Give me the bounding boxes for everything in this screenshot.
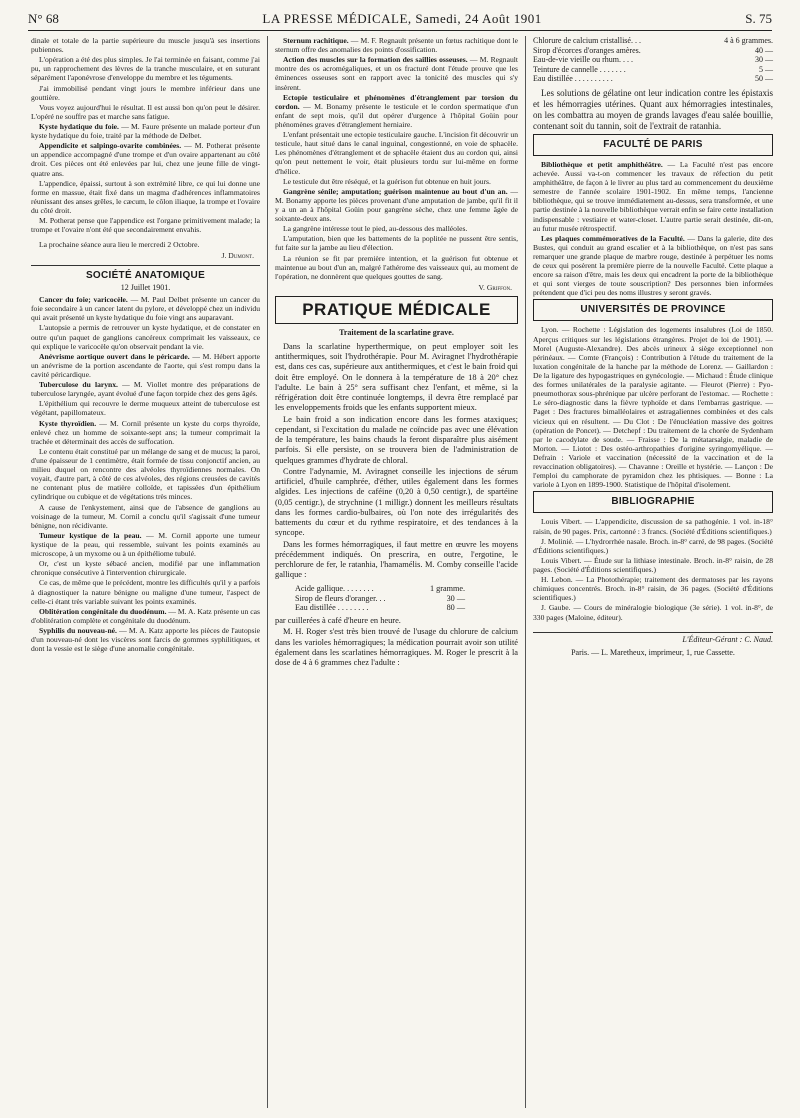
article-item <box>275 36 518 54</box>
column-2 <box>268 36 526 1108</box>
ingredient: Eau-de-vie vieille ou rhum. . . . <box>533 55 633 65</box>
recipe-row <box>533 65 773 75</box>
formula-row <box>295 594 465 604</box>
paragraph: L'appendice, épaissi, surtout à son extrémité libre, ce qui lui donne une forme en massue, était fixé dans un magma d'adhérences inflammatoires réunissant des anses grêles, le cæcum, le côlon iliaque, la trompe et l'ovaire du côté droit. <box>31 178 260 215</box>
article-text: — M. Bonamy apporte les pièces provenant d'une amputation de jambe, qu'il fit il y a un an à l'hôpital Goüin pour gangrène sèche, chez une femme âgée de soixante-deux ans. <box>275 186 518 224</box>
article-item <box>275 187 518 223</box>
paragraph: M. H. Roger s'est très bien trouvé de l'usage du chlorure de calcium dans les varioles hémorragiques; la médication pourrait avoir son utilité également dans les scarlatines hémorragiques. M. Roger le prescrit à la dose de 4 à 6 grammes chez l'adulte : <box>275 627 518 668</box>
biblio-entry: Louis Vibert. — Étude sur la lithiase intestinale. Broch. in-8° raisin, de 28 pages. (Société d'Éditions scientifiques.) <box>533 555 773 574</box>
quantity: 4 à 6 grammes. <box>724 36 773 45</box>
page-number: S. 75 <box>745 11 772 27</box>
ingredient: Sirop de fleurs d'oranger. . . <box>295 593 386 603</box>
pratique-title-box <box>275 296 518 324</box>
section-title: BIBLIOGRAPHIE <box>611 496 695 508</box>
formula-row <box>295 584 465 594</box>
printer-line: Paris. — L. Maretheux, imprimeur, 1, rue Cassette. <box>571 648 735 658</box>
prescription-formula <box>295 584 518 614</box>
article-text: — M. Paul Delbet présente un cancer du foie secondaire à un cancer latent du pylore, et développé chez un individu qui avait présenté un kyste hydatique du foie vingt ans auparavant. <box>31 295 260 323</box>
pratique-article <box>275 328 518 668</box>
article-heading: Bibliothèque et petit amphithéâtre. <box>541 159 663 169</box>
article-item <box>275 254 518 281</box>
quantity: 30 — <box>446 593 465 603</box>
article-text: — M. Cornil présente un kyste du corps thyroïde, enlevé chez un homme de soixante-sept ans; la tumeur comprimait la trachée et déterminait des accès de suffocation. <box>31 418 260 446</box>
recipe-commentary <box>533 88 773 132</box>
article-item <box>533 234 773 298</box>
societe-items-continued <box>275 36 518 281</box>
article-text: Ce cas, de même que le précédent, montre les difficultés qu'il y a parfois à diagnostiquer la nature bénigne ou maligne d'une tumeur, l'aspect de celle-ci étant très variable suivant les points examinés. <box>31 578 260 606</box>
article-item <box>31 626 260 653</box>
article-item <box>31 419 260 446</box>
article-heading: Sternum rachitique. <box>283 36 349 45</box>
paragraph: J'ai immobilisé pendant vingt jours le membre inférieur dans une gouttière. <box>31 83 260 102</box>
journal-title: LA PRESSE MÉDICALE, Samedi, 24 Août 1901 <box>262 11 542 27</box>
biblio-title-box <box>533 491 773 513</box>
recipe-row <box>533 46 773 56</box>
section-title: PRATIQUE MÉDICALE <box>302 299 491 319</box>
faculte-title-box <box>533 134 773 156</box>
columns <box>24 36 780 1108</box>
article-text: L'amputation, bien que les battements de la poplitée ne pussent être sentis, fut faite sur la jambe au lieu d'élection. <box>275 234 518 253</box>
article-text: Le testicule dut être réséqué, et la guérison fut obtenue en huit jours. <box>283 176 491 186</box>
biblio-entry: J. Gaube. — Cours de minéralogie biologique (3e série). 1 vol. in-8°, de 330 pages (Maloine, éditeur). <box>533 603 773 622</box>
quantity: 80 — <box>446 603 465 613</box>
article-heading: Cancer du foie; varicocèle. <box>39 295 128 305</box>
article-item <box>31 559 260 577</box>
paragraph: M. Potherat pense que l'appendice est l'organe primitivement malade; la trompe et l'ovaire n'ont été que secondairement envahis. <box>31 216 260 235</box>
article-text: — M. Cornil apporte une tumeur kystique de la peau, qui ressemble, suivant les points examinés au microscope, à un myxome ou à un épithéliome tubulé. <box>31 530 261 559</box>
article-text: — M. Bonamy présente le testicule et le cordon spermatique d'un enfant de sept mois, qu'il dut opérer d'urgence à l'hôpital Goüin pour phénomènes graves d'étranglement herniaire. <box>275 101 518 129</box>
formula-row <box>295 603 465 613</box>
article-heading: Oblitération congénitale du duodénum. <box>39 606 167 616</box>
article-heading: Ectopie testiculaire et phénomènes d'étranglement par torsion du cordon. <box>275 92 518 111</box>
article-heading: Kyste thyroïdien. <box>39 418 97 428</box>
universites-title-box <box>533 299 773 321</box>
article-text: Or, c'est un kyste sébacé ancien, modifié par une inflammation chronique consécutive à l'intervention chirurgicale. <box>31 559 260 578</box>
issue-number: N° 68 <box>28 11 59 27</box>
editor-signature: L'Éditeur-Gérant : C. Naud. <box>533 632 773 645</box>
article-heading: Les plaques commémoratives de la Faculté. <box>541 233 685 243</box>
ingredient: Eau distillée . . . . . . . . <box>295 603 369 613</box>
article-item <box>275 177 518 186</box>
article-item <box>31 578 260 605</box>
quantity: 40 — <box>755 45 773 55</box>
paragraph: Dans la scarlatine hyperthermique, on peut employer soit les antithermiques, soit l'hydrothérapie. Pour M. Aviragnet l'hydrothérapie est, dans ces cas, supérieure aux antithermiques, et c'est le bain froid qui doit être employé. On le donnera à la température de 18 à 20° chez l'adulte. Le bain à 25° sera suffisant chez l'enfant, et même, si la réfrigération doit être continuée longtemps, il devra être remplacé par les enveloppements froids que les enfants supportent mieux. <box>275 341 518 413</box>
article-heading: Gangrène sénile; amputation; guérison maintenue au bout d'un an. <box>283 186 508 196</box>
societe-items <box>31 295 260 653</box>
column-1 <box>24 36 268 1108</box>
formula-note: par cuillerées à café d'heure en heure. <box>275 616 401 626</box>
column-3 <box>526 36 780 1108</box>
paragraph: Les solutions de gélatine ont leur indication contre les épistaxis et les hémorragies utérines. Quant aux hémorragies intestinales, on les combattra au moyen de grands lavages d'eau salée bouillie, contenant soit du tannin, soit de l'extrait de ratanhia. <box>533 87 773 131</box>
article-text: La réunion se fit par première intention, et la guérison fut obtenue et maintenue au bout d'un an, malgré l'athérome des vaisseaux qui, au moment de l'opération, ne donnèrent que quelques gouttes de sang. <box>275 253 518 281</box>
ingredient: Sirop d'écorces d'oranges amères. <box>533 45 641 55</box>
article-text: Le contenu était constitué par un mélange de sang et de mucus; la paroi, d'une épaisseur de 1 centimètre, était formée de tissu conjonctif ancien, au milieu duquel on rencontre des alvéoles thyroïdiennes normales. On voyait, d'autre part, à côté de ces alvéoles, des régions creusées de cavités ne contenant plus de matière colloïde, et tapissées d'un épithélium cylindrique ou cubique et de végétations très minces. <box>31 446 260 502</box>
universites-text: Lyon. — Rochette : Législation des logements insalubres (Loi de 1850. Aperçus critiques sur les législations étrangères. Projet de loi de 1901). — Morel (Auguste-Alexandre). Des abcès urineux à siège exceptionnel non périnéaux. — Comte (François) : Contribution à l'étude du traitement de la luxation congénitale de la hanche par la méthode de Lorenz. — Gaillardon : De la ligature des hypogastriques en gynécologie. — Michaud : Étude clinique des formes unilatérales de la paralysie agitante. — Fleurot (Pierre) : Pyo-pneumothorax sous-phrénique par ulcère perforant de l'estomac. — Rochette : Le séro-diagnostic dans la fièvre typhoïde et dans l'embarras gastrique. — Paget : Des fractures bimalléolaires et astragaliennes combinées et des cals vicieux qui en résultent. — Du Clot : De l'énucléation massive des goitres (opération de Poncet). — Detchepf : Du traitement de la chorée de Sydenham par le cacodylate de soude. — Fraisse : De la métatarsalgie, maladie de Morton. — Liotot : Des ostéo-arthropathies d'origine syringomyélique. — Defrain : Variole et vaccination (nécessité de la vaccination et de la revaccination obligatoires). — Chavanne : Oreille et hystérie. — Lançon : De l'emploi du camphorate de pyramidon chez les phtisiques. — Bonne : La variole à Lyon en 1899-1900. Statistique de l'hôpital d'isolement. <box>533 325 773 490</box>
article-item <box>31 399 260 417</box>
article-text: — M. A. Katz apporte les pièces de l'autopsie d'un nouveau-né dont les viscères sont farcis de gommes syphilitiques, et dont la vessie est le siège d'une anomalie congénitale. <box>31 625 260 654</box>
recipe-row <box>533 74 773 84</box>
ingredient: Eau distillée . . . . . . . . . . <box>533 74 613 84</box>
article-item <box>275 93 518 129</box>
section-date: 12 Juillet 1901. <box>120 282 171 292</box>
next-session-note: La prochaine séance aura lieu le mercredi 2 Octobre. <box>39 240 200 250</box>
article-item <box>31 295 260 322</box>
section-title: FACULTÉ DE PARIS <box>603 138 703 150</box>
article-text: — M. Potherat présente un appendice accompagné d'une trompe et d'un ovaire appartenant au côté droit. Ces pièces ont été enlevées par lui, chez une jeune fille de vingt-quatre ans. <box>31 141 260 178</box>
article-text: — M. F. Regnault présente un fœtus rachitique dont le sternum offre des anomalies des points d'ossification. <box>275 36 519 55</box>
article-heading: Tumeur kystique de la peau. <box>39 530 142 540</box>
article-text: — La Faculté n'est pas encore achevée. Aussi va-t-on commencer les travaux de réfection du petit amphithéâtre, de façon à le livrer au plus tard au commencement du deuxième semestre de l'année scolaire 1901-1902. En même temps, l'ancienne bibliothèque, qui se trouve immédiatement au-dessus, sera transformée, et une partie destinée à la nouvelle bibliothèque verrait enfin se faire cette installation indispensable : vestiaire et water-closet. L'autre partie serait destinée, dit-on, au futur musée rétrospectif. <box>533 159 773 233</box>
recipe-table <box>533 36 773 84</box>
article-text: — M. Faure présente un malade porteur d'un kyste hydatique du foie, traité par la méthode de Delbet. <box>31 121 260 141</box>
article-item <box>31 380 260 398</box>
article-item <box>275 224 518 233</box>
article-item <box>31 607 260 625</box>
article-item <box>31 503 260 530</box>
article-text: — M. Hébert apporte un anévrisme de la portion ascendante de l'aorte, qui s'est rompu dans la cavité péricardique. <box>31 351 260 379</box>
paragraph: dinale et totale de la partie supérieure du muscle jusqu'à ses insertions pubiennes. <box>31 36 260 55</box>
article-kyste <box>31 122 260 140</box>
article-text: A cause de l'enkystement, ainsi que de l'absence de ganglions au voisinage de la tumeur, M. Cornil a conclu qu'il s'agissait d'une tumeur bénigne, non récidivante. <box>31 502 260 530</box>
quantity: 50 — <box>755 74 773 84</box>
article-item <box>31 323 260 350</box>
signature: J. Dumont. <box>221 251 254 261</box>
quantity: 5 — <box>759 64 773 74</box>
article-text: L'autopsie a permis de retrouver un kyste hydatique, et de constater en outre qu'un paquet de ganglions cancéreux comprimait les vaisseaux, ce qui explique le varicocèle qu'on observait pendant la vie. <box>31 323 260 351</box>
article-subtitle: Traitement de la scarlatine grave. <box>339 328 454 338</box>
section-title: UNIVERSITÉS DE PROVINCE <box>580 304 726 316</box>
recipe-row <box>533 36 773 46</box>
divider <box>31 265 260 266</box>
article-heading: Anévrisme aortique ouvert dans le péricarde. <box>39 351 190 361</box>
ingredient: Teinture de cannelle . . . . . . . <box>533 64 626 74</box>
faculte-items <box>533 160 773 298</box>
signature: V. Griffon. <box>478 282 512 292</box>
quantity: 30 — <box>755 55 773 65</box>
paragraph: Dans les formes hémorragiques, il faut mettre en œuvre les moyens précédemment indiqués. On prescrira, en outre, l'ergotine, le perchlorure de fer, le ratanhia, l'hamamélis. M. Comby conseille l'acide gallique : <box>275 539 518 580</box>
article-heading: Syphilis du nouveau-né. <box>39 625 117 635</box>
article-item <box>31 352 260 379</box>
paragraph: Vous voyez aujourd'hui le résultat. Il est aussi bon qu'on peut le désirer. L'opéré ne souffre pas et marche sans fatigue. <box>31 102 260 121</box>
section-title: SOCIÉTÉ ANATOMIQUE <box>85 269 206 281</box>
article-item <box>275 234 518 252</box>
quantity: 1 gramme. <box>429 583 465 593</box>
article-text: — M. A. Katz présente un cas d'oblitération complète et congénitale du duodénum. <box>31 606 260 625</box>
article-heading: Action des muscles sur la formation des saillies osseuses. <box>283 55 468 65</box>
article-appendicite <box>31 141 260 177</box>
biblio-entry: H. Lebon. — La Photothérapie; traitement des dermatoses par les rayons chimiques concentrés. Broch. in-8° raisin, de 36 pages. (Société d'Éditions scientifiques.) <box>533 575 773 603</box>
article-item <box>533 160 773 233</box>
article-heading: Kyste hydatique du foie. <box>39 121 119 131</box>
article-text: — M. Regnault montre des os acromégaliques, et un os fracturé dont l'étude prouve que les éminences osseuses sont en rapport avec la tonicité des muscles qui s'y insèrent. <box>275 55 518 92</box>
article-text: L'enfant présentait une ectopie testiculaire gauche. L'incision fit découvrir un testicule, haut situé dans le canal inguinal, congestionné, en voie de sphacèle. Les phénomènes d'étranglement et de sphacèle étaient dus au cordon qui, ainsi qu'on peut nettement le voir, était plusieurs tordu sur lui-même en forme d'hélice. <box>275 130 518 176</box>
paragraph: Contre l'adynamie, M. Aviragnet conseille les injections de sérum artificiel, d'huile camphrée, d'éther, utiles également dans les formes algides. Les injections de caféine (0,20 à 0,50 centigr.), de spartéine (0,05 centigr.), de strychnine (1 milligr.) donnent les meilleurs résultats dans les formes cardio-bulbaires, où l'on note des irrégularités des battements du cœur et du rythme respiratoire, et des tendances à la syncope. <box>275 466 518 538</box>
article-item <box>31 447 260 502</box>
article-text: La gangrène intéresse tout le pied, au-dessous des malléoles. <box>283 224 468 234</box>
biblio-entry: Louis Vibert. — L'appendicite, discussion de sa pathogénie. 1 vol. in-18° raisin, de 90 pages. Prix, cartonné : 3 francs. (Société d'Éditions scientifiques.) <box>533 517 773 536</box>
recipe-row <box>533 55 773 65</box>
article-heading: Tuberculose du larynx. <box>39 380 118 390</box>
article-item <box>31 531 260 558</box>
biblio-items <box>533 517 773 621</box>
paragraph: L'opération a été des plus simples. Je l'ai terminée en faisant, comme j'ai pu, un rapprochement des lèvres de la tranche musculaire, et en suturant séparément l'aponévrose d'enveloppe du membre et les téguments. <box>31 55 260 83</box>
biblio-entry: J. Molinié. — L'hydrorrhée nasale. Broch. in-8° carré, de 98 pages. (Société d'Éditions scientifiques.) <box>533 536 773 555</box>
page-header <box>28 8 772 31</box>
ingredient: Acide gallique. . . . . . . . <box>295 583 374 593</box>
article-item <box>275 130 518 176</box>
article-text: — M. Viollet montre des préparations de tuberculose laryngée, ayant évolué d'une façon torpide chez des gens âgés. <box>31 380 260 399</box>
article-heading: Appendicite et salpingo-ovarite combinées. <box>39 141 182 151</box>
article-item <box>275 55 518 91</box>
article-text: L'épithélium qui recouvre le derme muqueux atteint de tuberculose est végétant, papillomateux. <box>31 399 260 418</box>
article-text: — Dans la galerie, dite des Bustes, qui conduit au grand escalier et à la bibliothèque, on n'est pas sans remarquer une grande plaque de marbre rouge, destinée à perpétuer les noms de ceux qui posèrent la première pierre de la nouvelle Faculté. Cette plaque a encore sa raison d'être, mais les deux qui encadrent la porte de la bibliothèque et qui sont vierges de toute souscription? Des personnes bien informées prétendent que d'ici peu des noms illustres y seront gravés. <box>533 233 773 298</box>
paragraph: Le bain froid a son indication encore dans les formes ataxiques; cependant, si l'excitation du malade ne coïncide pas avec une élévation de la température, les bains chauds la feront disparaître plus aisément parfois. Si elle persiste, on se trouvera bien de l'administration de quelques grammes d'hydrate de chloral. <box>275 414 518 465</box>
ingredient: Chlorure de calcium cristallisé. . . <box>533 36 641 45</box>
